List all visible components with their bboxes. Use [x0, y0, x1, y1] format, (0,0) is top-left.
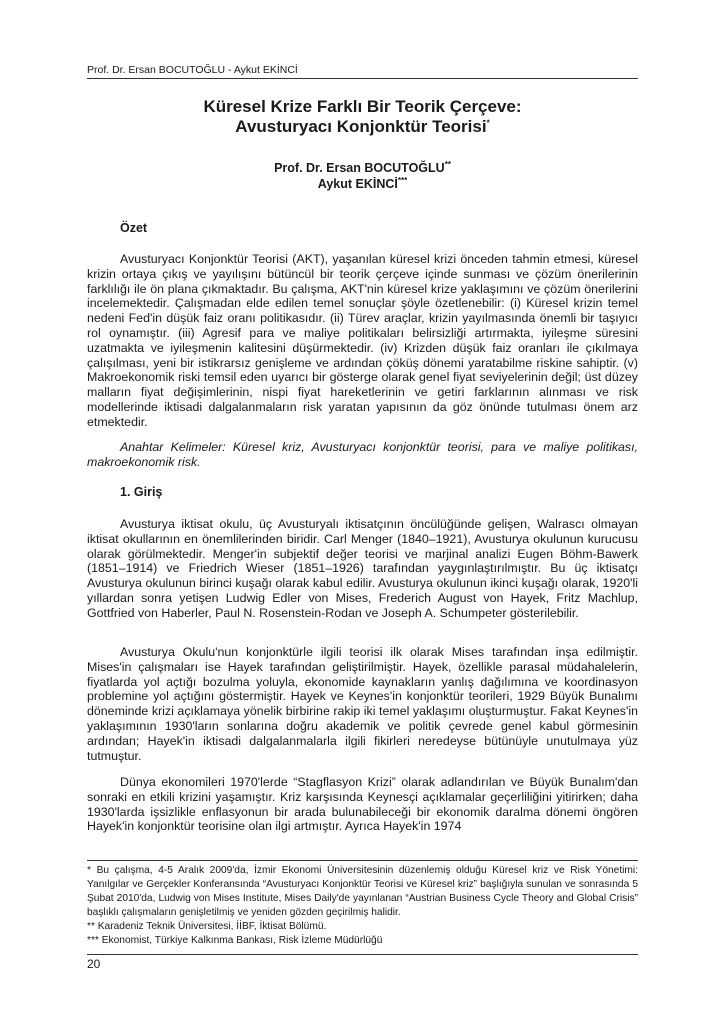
section-1-para-1-block	[87, 517, 638, 621]
author-block	[87, 160, 638, 192]
header-rule	[87, 78, 638, 79]
section-1-para-2-block	[87, 645, 638, 763]
abstract-text: Avusturyacı Konjonktür Teorisi (AKT), yaşanılan küresel krizi önceden tahmin etmesi, küresel krizin ortaya çıkış ve yayılışını bütüncül bir teorik çerçeve içinde sunması ve çözüm önerilerinin farklılığı ile ön plana çıkmaktadır. Bu çalışma, AKT'nin küresel krize yaklaşımını ve çözüm önerilerini incelemektedir. Çalışmadan elde edilen temel sonuçlar şöyle özetlenebilir: (i) Küresel krizin temel nedeni Fed'in düşük faiz oranı politikasıdır. (ii) Türev araçlar, krizin yayılmasında önemli bir taşıyıcı rol oynamıştır. (iii) Agresif para ve maliye politikaları belirsizliği artırmakta, iyileşme süresini uzatmakta ve iyileşmenin kalitesini düşürmektedir. (iv) Krizden düşük faiz oranları ile çıkılmaya çalışılması, yeni bir istikrarsız genişleme ve ardından çöküş dönemi yaratabilme riskine sahiptir. (v) Makroekonomik riski temsil eden uyarıcı bir gösterge olarak genel fiyat seviyelerinin değil; üst düzey malların fiyat değişimlerinin, nispi fiyat hareketlerinin ve getiri farklarının alınması ve risk modellerinde iktisadi dalgalanmaların risk yaratan yapısının da göz önünde tutulması önem arz etmektedir.	[87, 252, 638, 429]
page-number: 20	[87, 957, 101, 971]
footnotes	[87, 864, 638, 948]
author-1-mark: **	[444, 159, 451, 169]
author-2	[87, 176, 638, 192]
section-1-paragraph: Avusturya Okulu'nun konjonktürle ilgili teorisi ilk olarak Mises tarafından inşa edilmiştir. Mises'in çalışmaları ise Hayek tarafından geliştirilmiştir. Hayek, özellikle parasal müdahalelerin, fiyatlarda yol açtığı bozulma yoluyla, ekonomide kaynakların yanlış dağılımına ve koordinasyon problemine yol açtığını göstermiştir. Hayek ve Keynes'in konjonktür teorileri, 1929 Büyük Bunalımı döneminde krizi açıklamaya yönelik birbirine rakip iki temel yaklaşımı oluşturmuştur. Fakat Keynes'in yaklaşımının 1930'ların sonlarına doğru akademik ve politik çevrede genel kabul görmesinin ardından; Hayek'in iktisadi dalgalanmalarla ilgili fikirleri neredeyse bütünüyle unutulmaya yüz tutmuştur.	[87, 645, 638, 763]
footnote-rule	[87, 860, 638, 861]
section-1-para-3-block	[87, 775, 638, 834]
title-footnote-mark: *	[486, 118, 490, 128]
author-2-mark: ***	[397, 175, 408, 185]
footnote-2: ** Karadeniz Teknik Üniversitesi, İİBF, İktisat Bölümü.	[87, 921, 327, 932]
keywords-block	[87, 440, 638, 470]
title-line-2	[87, 117, 638, 137]
author-1-name: Prof. Dr. Ersan BOCUTOĞLU	[274, 161, 445, 175]
author-1	[87, 160, 638, 176]
footnote-3: *** Ekonomist, Türkiye Kalkınma Bankası, Risk İzleme Müdürlüğü	[87, 935, 383, 946]
abstract-body	[87, 252, 638, 430]
keywords-text: Anahtar Kelimeler: Küresel kriz, Avusturyacı konjonktür teorisi, para ve maliye politikası, makroekonomik risk.	[87, 440, 638, 469]
title-line-2-text: Avusturyacı Konjonktür Teorisi	[235, 117, 487, 136]
paper-title	[87, 97, 638, 137]
section-1-paragraph: Dünya ekonomileri 1970'lerde “Stagflasyon Krizi” olarak adlandırılan ve Büyük Bunalım'dan sonraki en etkili krizini yaşamıştır. Kriz karşısında Keynesçi açıklamalar geçerliliğini yitirirken; daha 1930'larda işsizlikle enflasyonun bir arada bulunabileceği bir ekonomik daralma dönemi öngören Hayek'in konjonktür teorisine olan ilgi artmıştır. Ayrıca Hayek'in 1974	[87, 775, 638, 834]
section-1-heading: 1. Giriş	[120, 485, 163, 499]
abstract-heading: Özet	[120, 221, 148, 235]
bottom-rule	[87, 954, 638, 955]
author-2-name: Aykut EKİNCİ	[317, 177, 398, 191]
title-line-1: Küresel Krize Farklı Bir Teorik Çerçeve:	[203, 97, 522, 116]
running-head: Prof. Dr. Ersan BOCUTOĞLU - Aykut EKİNCİ	[87, 64, 298, 76]
section-1-paragraph: Avusturya iktisat okulu, üç Avusturyalı iktisatçının öncülüğünde gelişen, Walrascı olmayan iktisat okullarının en önemlilerinden biridir. Carl Menger (1840–1921), Avusturya okulunun kurucusu olarak görülmektedir. Menger'in subjektif değer teorisi ve marjinal analizi Eugen Böhm-Bawerk (1851–1914) ve Friedrich Wieser (1851–1926) tarafından yaygınlaştırılmıştır. Bu üç iktisatçı Avusturya okulunun birinci kuşağı olarak kabul edilir. Avusturya okulunun ikinci kuşağı olarak, 1920'li yıllardan sonra yetişen Ludwig Edler von Mises, Frederich August von Hayek, Fritz Machlup, Gottfried von Haberler, Paul N. Rosenstein-Rodan ve Joseph A. Schumpeter gösterilebilir.	[87, 517, 638, 620]
footnote-1: * Bu çalışma, 4-5 Aralık 2009'da, İzmir Ekonomi Üniversitesinin düzenlemiş olduğu Küresel kriz ve Risk Yönetimi: Yanılgılar ve Gerçekler Konferansında “Avusturyacı Konjonktür Teorisi ve Küresel kriz” başlığıyla sunulan ve sonrasında 5 Şubat 2010'da, Ludwig von Mises Institute, Mises Daily'de yayınlanan “Austrian Business Cycle Theory and Global Crisis” başlıklı çalışmaların genişletilmiş ve yeniden gözden geçirilmiş halidir.	[87, 865, 638, 918]
